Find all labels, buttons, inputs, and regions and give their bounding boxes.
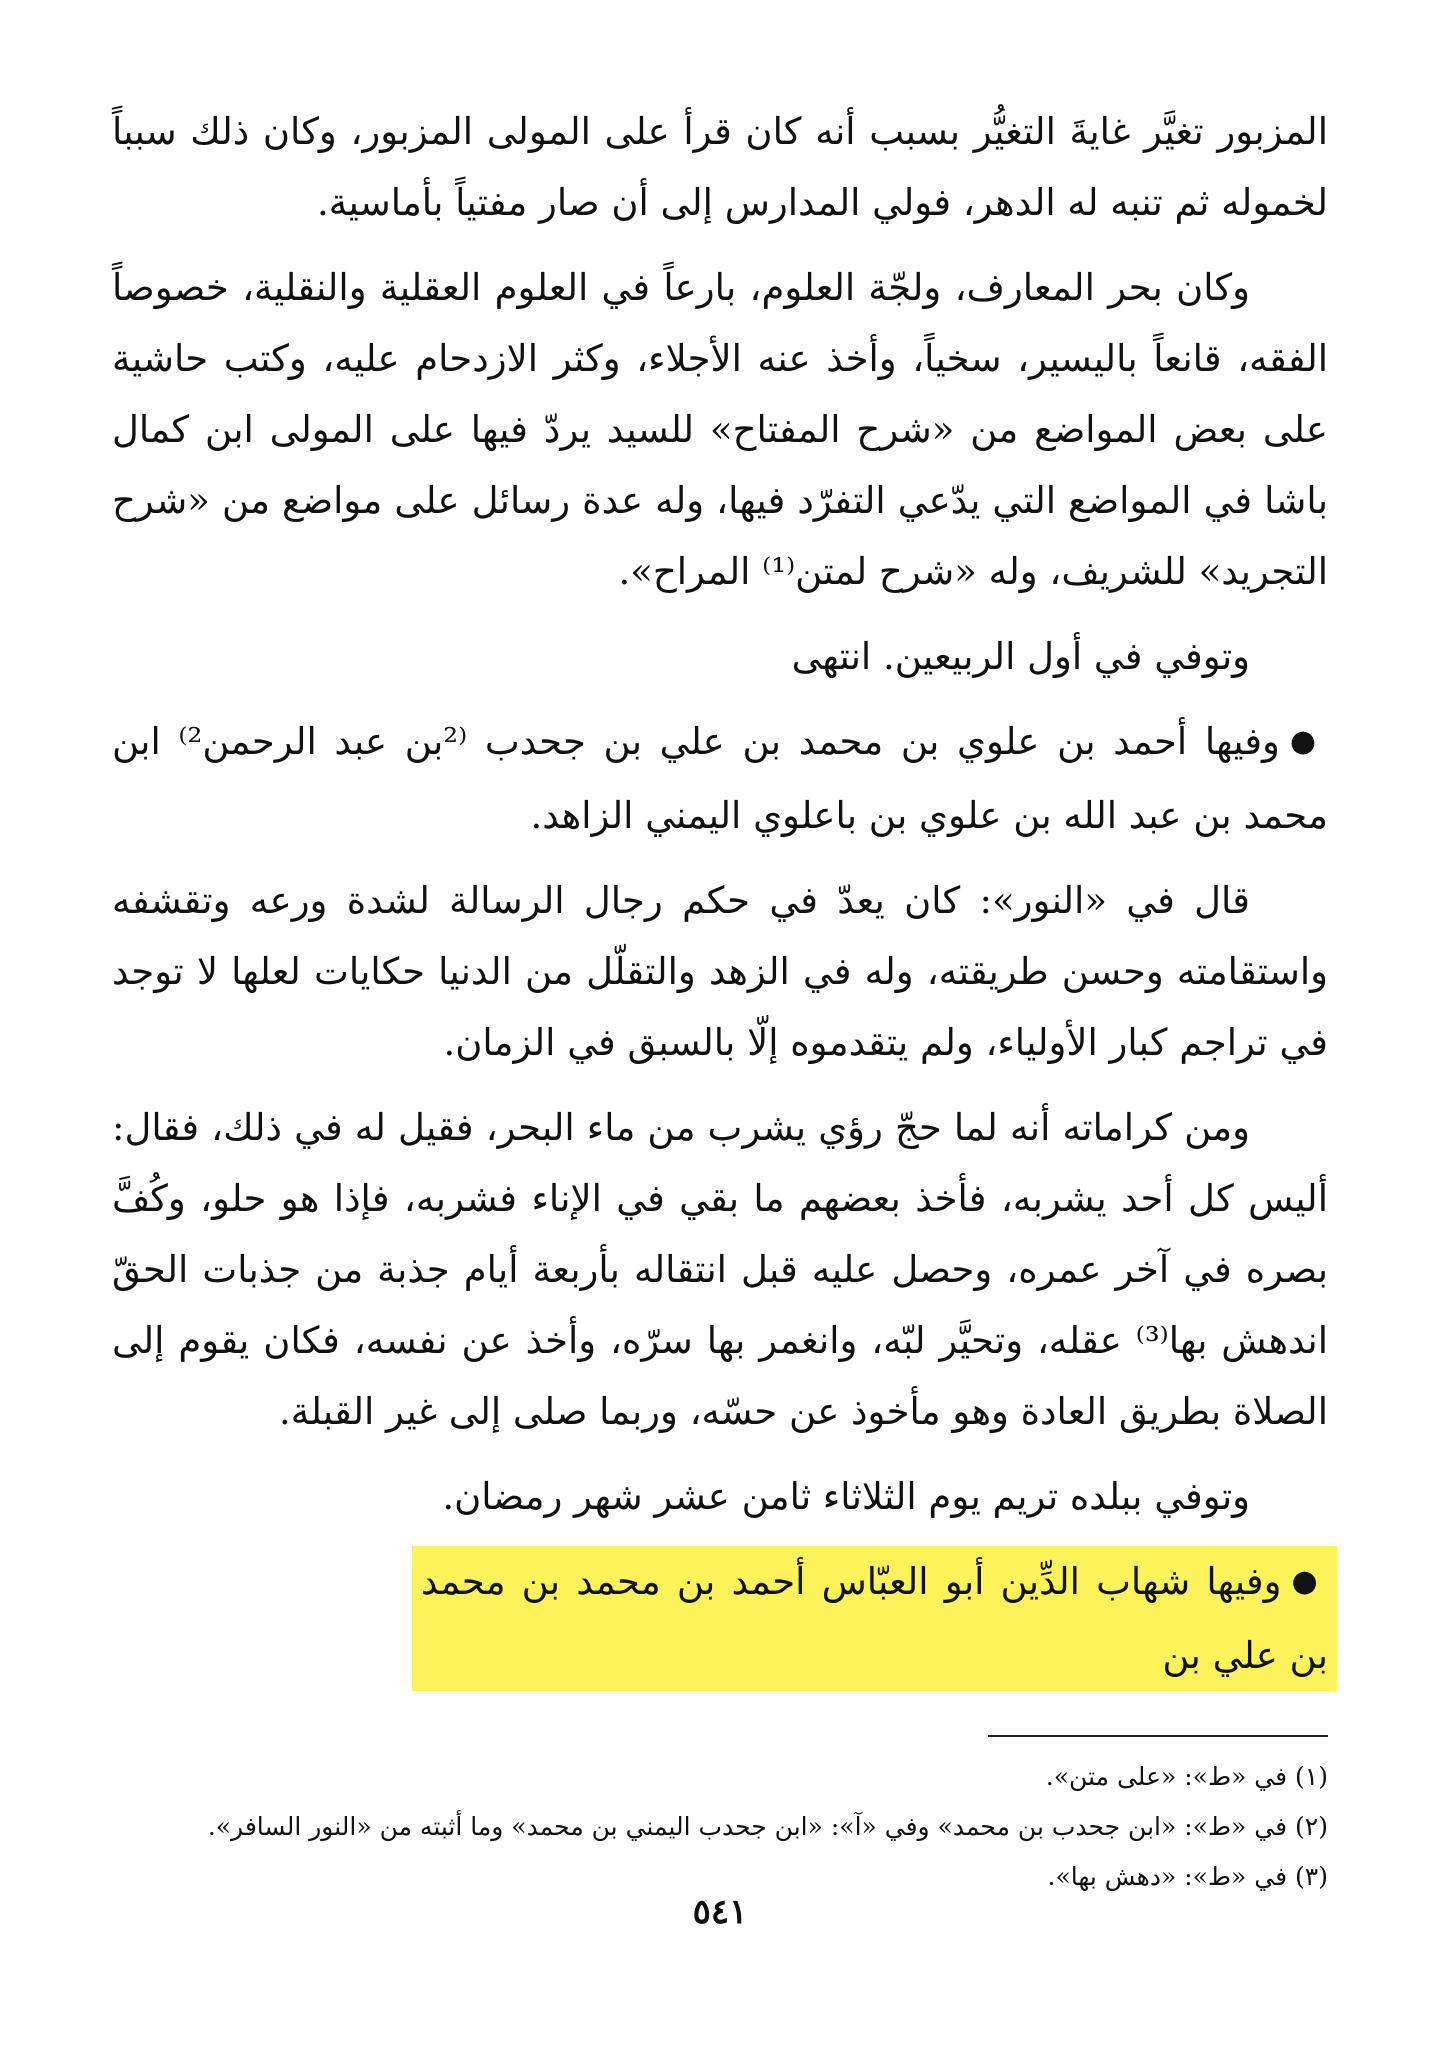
footnote-3: (٣) في «ط»: «دهش بها». [1047,1862,1328,1891]
book-page [112,96,1328,1986]
paragraph-nur-quote: قال في «النور»: كان يعدّ في حكم رجال الرسالة لشدة ورعه وتقشفه واستقامته وحسن طريقته، وله في الزهد والتقلّل من الدنيا حكايات لعلها لا توجد في تراجم كبار الأولياء، ولم يتقدموه إلّا بالسبق في الزمان. [112,879,1328,1064]
entry-text: وفيها أحمد بن علوي بن محمد بن علي بن جحدب ⁽²بن عبد الرحمن²⁾ ابن محمد بن عبد الله بن علوي بن باعلوي اليمني الزاهد. [112,720,1328,837]
footnotes [112,1755,1328,1899]
paragraph-description: وكان بحر المعارف، ولجّة العلوم، بارعاً في العلوم العقلية والنقلية، خصوصاً الفقه، قانعاً باليسير، سخياً، وأخذ عنه الأجلاء، وكثر الازدحام عليه، وكتب حاشية على بعض المواضع من «شرح المفتاح» للسيد يردّ فيها على المولى ابن كمال باشا في المواضع التي يدّعي التفرّد فيها، وله عدة رسائل على مواضع من «شرح التجريد» للشريف، وله «شرح لمتن⁽¹⁾ المراح». [112,266,1328,593]
page-number: ٥٤١ [692,1892,748,1932]
paragraph-miracles: ومن كراماته أنه لما حجّ رؤي يشرب من ماء البحر، فقيل له في ذلك، فقال: أليس كل أحد يشربه، فأخذ بعضهم ما بقي في الإناء فشربه، فإذا هو حلو، وكُفَّ بصره في آخر عمره، وحصل عليه قبل انتقاله بأربعة أيام جذبة من جذبات الحقّ اندهش بها⁽³⁾ عقله، وتحيَّر لبّه، وانغمر بها سرّه، وأخذ عن نفسه، فكان يقوم إلى الصلاة بطريق العادة وهو مأخوذ عن حسّه، وربما صلى إلى غير القبلة. [112,1106,1328,1433]
main-text [112,96,1328,1691]
bullet-icon: ● [1289,724,1323,759]
footnote-2: (٢) في «ط»: «ابن جحدب بن محمد» وفي «آ»: «ابن جحدب اليمني بن محمد» وما أثبته من «النور السافر». [207,1812,1328,1841]
highlighted-entry-shihab-al-din [412,1546,1337,1691]
paragraph-continuation: المزبور تغيَّر غايةَ التغيُّر بسبب أنه كان قرأ على المولى المزبور، وكان ذلك سبباً لخموله ثم تنبه له الدهر، فولي المدارس إلى أن صار مفتياً بأماسية. [112,110,1328,224]
entry-text: وفيها شهاب الدِّين أبو العبّاس أحمد بن محمد بن محمد بن علي بن [421,1560,1328,1677]
entry-ahmad-ibn-alawi [112,706,1328,851]
footnote-1: (١) في «ط»: «على متن». [1045,1762,1328,1791]
paragraph-death-note: وتوفي في أول الربيعين. انتهى [791,635,1250,678]
footnote-divider [988,1735,1328,1737]
bullet-icon: ● [1291,1564,1322,1599]
paragraph-death-tarim: وتوفي ببلده تريم يوم الثلاثاء ثامن عشر شهر رمضان. [442,1475,1250,1518]
